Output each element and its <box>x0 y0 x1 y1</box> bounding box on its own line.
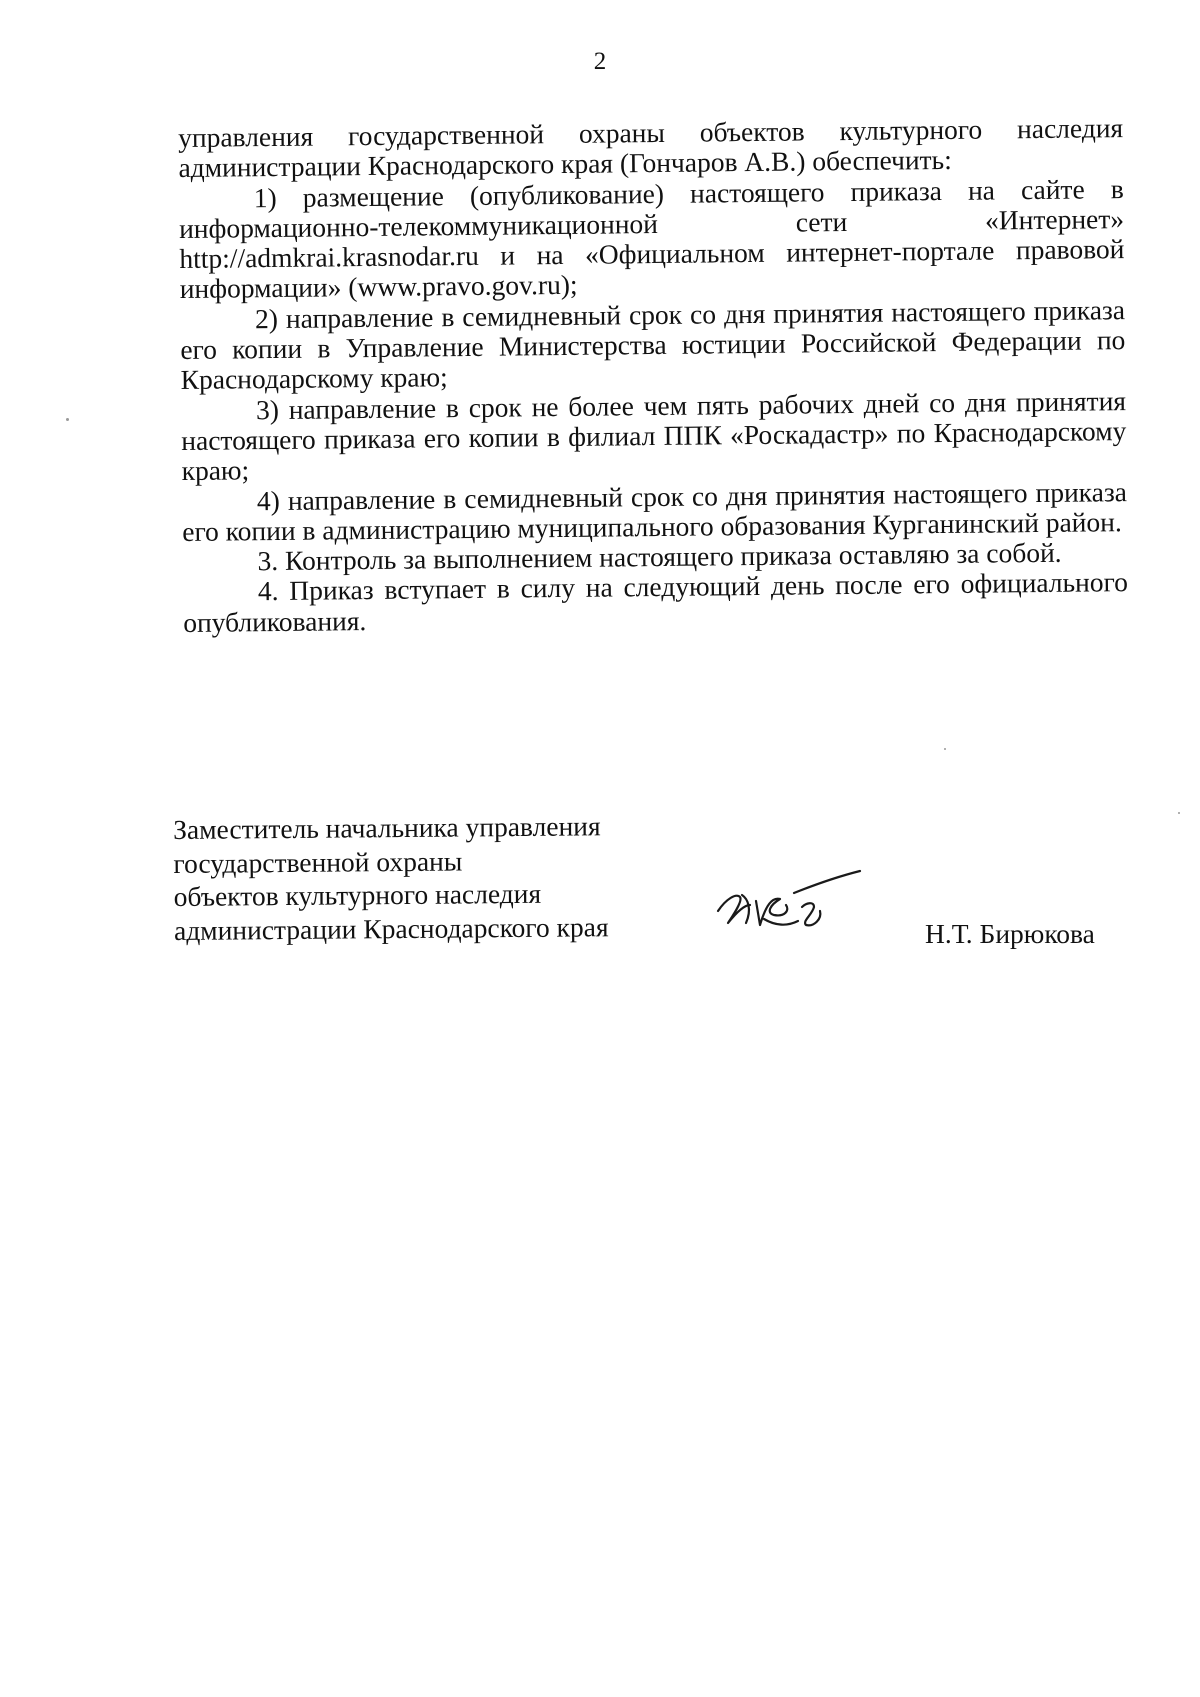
scan-speck <box>944 748 946 750</box>
signatory-position <box>173 809 609 947</box>
position-line: государственной охраны <box>173 844 463 879</box>
position-line: объектов культурного наследия <box>173 877 542 912</box>
position-line: Заместитель начальника управления <box>173 810 601 845</box>
handwritten-signature <box>710 865 865 937</box>
paragraph-item-3: 3) направление в срок не более чем пять рабочих дней со дня принятия настоящего приказа его копии в филиал ППК «Роскадастр» по Краснодарскому краю; <box>181 384 1127 487</box>
paragraph-item-4: 4) направление в семидневный срок со дня принятия настоящего приказа его копии в администрацию муниципального образования Курганинский район. <box>182 475 1128 547</box>
document-body <box>178 113 1128 638</box>
scan-speck <box>1178 812 1180 814</box>
signatory-name: Н.Т. Бирюкова <box>925 918 1095 949</box>
position-line: администрации Краснодарского края <box>173 910 609 946</box>
scan-speck <box>66 418 69 421</box>
paragraph-clause-3: 3. Контроль за выполнением настоящего приказа оставляю за собой. <box>257 536 1062 577</box>
page-number: 2 <box>593 48 607 75</box>
paragraph-item-2: 2) направление в семидневный срок со дня принятия настоящего приказа его копии в Управление Министерства юстиции Российской Федерации по Краснодарскому краю; <box>180 293 1126 396</box>
paragraph-clause-4: 4. Приказ вступает в силу на следующий день после его официального опубликования. <box>183 566 1129 638</box>
paragraph-intro: управления государственной охраны объектов культурного наследия администрации Краснодарского края (Гончаров А.В.) обеспечить: <box>177 112 1124 184</box>
paragraph-item-1: 1) размещение (опубликование) настоящего приказа на сайте в информационно-телекоммуникационной сети «Интернет» http://admkrai.krasnodar.ru и на «Официальном интернет-портале правовой информации» (www.pravo.gov.ru); <box>178 172 1125 305</box>
